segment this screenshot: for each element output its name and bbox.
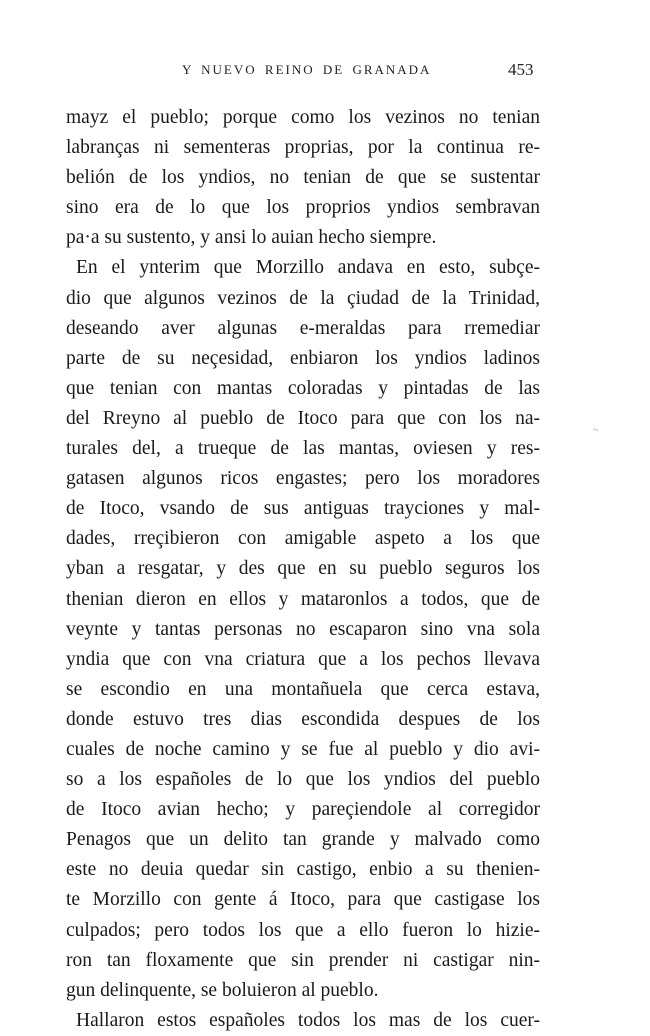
text-line: belión de los yndios, no tenian de que se sustentar [66,167,540,189]
text-line: de Itoco avian hecho; y pareçiendole al corregidor [66,799,540,821]
page-header [0,62,650,84]
text-line: te Morzillo con gente á Itoco, para que castigase los [66,889,540,911]
text-line: so a los españoles de lo que los yndios del pueblo [66,769,540,791]
text-line: mayz el pueblo; porque como los vezinos no tenian [66,107,540,128]
text-line: del Rreyno al pueblo de Itoco para que con los na- [66,407,540,429]
text-line: pa·a su sustento, y ansi lo auian hecho siempre. [66,227,437,249]
text-line: yndia que con vna criatura que a los pechos llevava [66,648,540,670]
text-line: dades, rreçibieron con amigable aspeto a los que [66,528,540,550]
text-line: veynte y tantas personas no escaparon sino vna sola [66,618,540,640]
body-text [66,103,540,1036]
text-line: donde estuvo tres dias escondida despues de los [66,708,540,730]
text-line: cuales de noche camino y se fue al pueblo y dio avi- [66,738,540,760]
text-line: labranças ni sementeras proprias, por la continua re- [66,137,540,159]
text-line: deseando aver algunas e-meraldas para rremediar [66,317,540,339]
text-line: sino era de lo que los proprios yndios sembravan [66,197,540,219]
text-line: Hallaron estos españoles todos los mas de los cuer- [76,1009,540,1031]
text-line: gun delinquente, se boluieron al pueblo. [66,979,379,1001]
text-line: gatasen algunos ricos engastes; pero los moradores [66,468,540,490]
text-line: Penagos que un delito tan grande y malvado como [66,829,540,851]
margin-mark: ~ [593,425,599,436]
text-line: dio que algunos vezinos de la çiudad de la Trinidad, [66,287,540,309]
text-line: yban a resgatar, y des que en su pueblo seguros los [66,558,540,580]
text-line: de Itoco, vsando de sus antiguas trayciones y mal- [66,498,540,520]
text-line: culpados; pero todos los que a ello fueron lo hizie- [66,919,540,941]
text-line: En el ynterim que Morzillo andava en esto, subçe- [76,257,540,279]
page-number: 453 [508,60,534,79]
running-title: Y NUEVO REINO DE GRANADA [182,62,432,77]
text-line: parte de su neçesidad, enbiaron los yndios ladinos [66,347,540,369]
text-line: este no deuia quedar sin castigo, enbio a su thenien- [66,859,540,881]
text-line: ron tan floxamente que sin prender ni castigar nin- [66,949,540,971]
text-line: que tenian con mantas coloradas y pintadas de las [66,377,540,399]
text-line: turales del, a trueque de las mantas, oviesen y res- [66,438,540,460]
text-line: thenian dieron en ellos y mataronlos a todos, que de [66,588,540,610]
text-line: se escondio en una montañuela que cerca estava, [66,678,540,700]
